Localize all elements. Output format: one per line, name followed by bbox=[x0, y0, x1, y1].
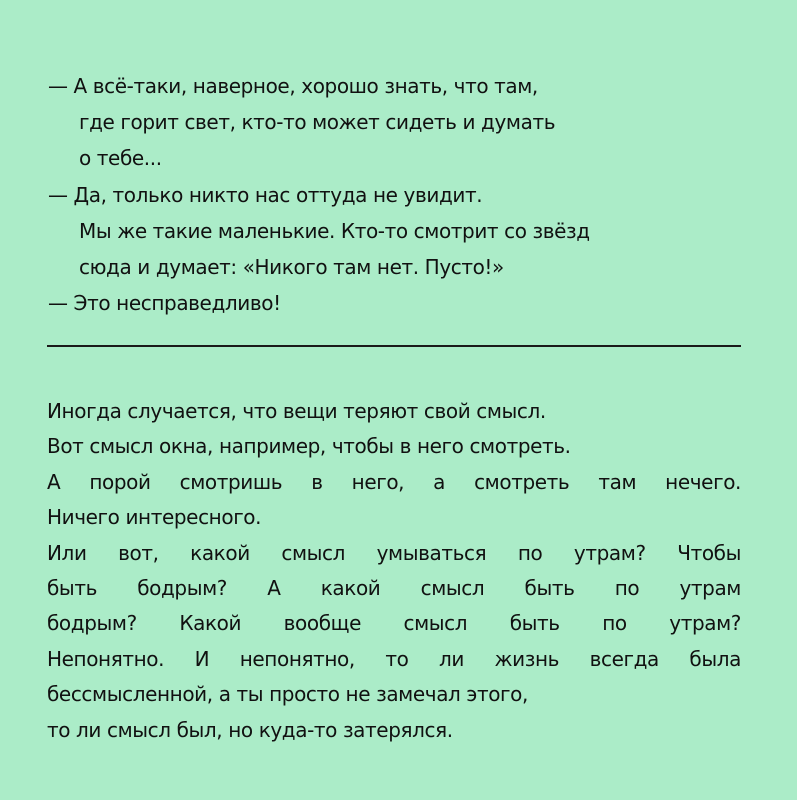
paragraph-line-4: Ничего интересного. bbox=[47, 505, 262, 530]
divider-line bbox=[47, 345, 741, 347]
dialogue-line-3: о тебе... bbox=[79, 146, 162, 171]
paragraph-line-9: бессмысленной, а ты просто не замечал этого, bbox=[47, 682, 528, 707]
dialogue-line-1: — А всё-таки, наверное, хорошо знать, что там, bbox=[48, 74, 538, 98]
paragraph-block bbox=[47, 394, 741, 748]
paragraph-line-1: Иногда случается, что вещи теряют свой смысл. bbox=[47, 399, 546, 423]
paragraph-line-2: Вот смысл окна, например, чтобы в него смотреть. bbox=[47, 434, 571, 459]
dialogue-line-5: Мы же такие маленькие. Кто-то смотрит со звёзд bbox=[79, 218, 590, 243]
dialogue-block bbox=[48, 68, 748, 321]
dialogue-line-4: — Да, только никто нас оттуда не увидит. bbox=[48, 182, 483, 207]
paragraph-line-6: быть бодрым? А какой смысл быть по утрам bbox=[47, 576, 741, 601]
paragraph-line-10: то ли смысл был, но куда-то затерялся. bbox=[47, 717, 453, 742]
paragraph-line-5: Или вот, какой смысл умываться по утрам? Чтобы bbox=[47, 540, 741, 565]
dialogue-line-2: где горит свет, кто-то может сидеть и думать bbox=[79, 110, 556, 135]
paragraph-line-7: бодрым? Какой вообще смысл быть по утрам? bbox=[47, 611, 741, 636]
paragraph-line-3: А порой смотришь в него, а смотреть там нечего. bbox=[47, 469, 741, 494]
paragraph-line-8: Непонятно. И непонятно, то ли жизнь всегда была bbox=[47, 646, 741, 671]
dialogue-line-6: сюда и думает: «Никого там нет. Пусто!» bbox=[79, 255, 504, 280]
dialogue-line-7: — Это несправедливо! bbox=[48, 291, 281, 316]
